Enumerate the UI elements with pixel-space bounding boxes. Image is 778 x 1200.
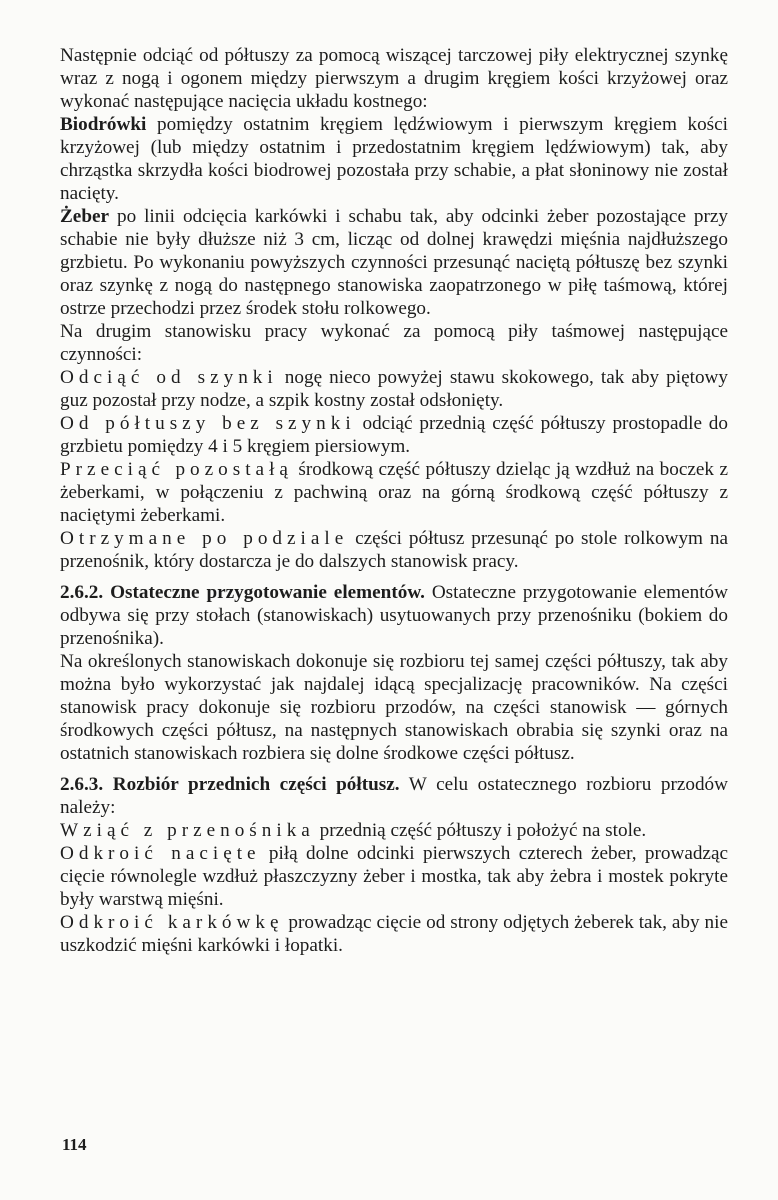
paragraph — [60, 527, 728, 573]
paragraph — [60, 458, 728, 527]
text-run: odciąć przednią część półtuszy prostopadle do grzbietu pomiędzy 4 i 5 kręgiem piersiowym. — [60, 413, 728, 457]
bold-text: Żeber — [60, 206, 110, 227]
spaced-text: Odciąć od szynki — [60, 367, 278, 388]
text-run: nogę nieco powyżej stawu skokowego, tak aby piętowy guz pozostał przy nodze, a szpik kostny został odsłonięty. — [60, 367, 728, 411]
paragraph — [60, 911, 728, 957]
text-run: piłą dolne odcinki pierwszych czterech żeber, prowadząc cięcie równolegle wzdłuż płaszczyzny żeber i mostka, tak aby żebra i mostek pokryte były warstwą mięśni. — [60, 843, 728, 910]
text-run: Na określonych stanowiskach dokonuje się rozbioru tej samej części półtuszy, tak aby można było wykorzystać jak najdalej idącą specjalizację pracowników. Na części stanowisk pracy dokonuje się rozbioru przodów, na części stanowisk — górnych środkowych części półtusz, na następnych stanowiskach obrabia się szynki oraz na ostatnich stanowiskach rozbiera się dolne środkowe części półtusz. — [60, 651, 728, 764]
bold-text: 2.6.2. Ostateczne przygotowanie elementów. — [60, 582, 425, 603]
paragraph — [60, 412, 728, 458]
text-run: Następnie odciąć od półtuszy za pomocą wiszącej tarczowej piły elektrycznej szynkę wraz z nogą i ogonem między pierwszym a drugim kręgiem kości krzyżowej oraz wykonać następujące nacięcia układu kostnego: — [60, 45, 728, 112]
page-text — [60, 44, 728, 957]
spaced-text: Od półtuszy bez szynki — [60, 413, 356, 434]
spaced-text: Odkroić nacięte — [60, 843, 261, 864]
text-run: W celu ostatecznego rozbioru przodów należy: — [60, 774, 728, 818]
spaced-text: Odkroić karkówkę — [60, 912, 284, 933]
text-run: Na drugim stanowisku pracy wykonać za pomocą piły taśmowej następujące czynności: — [60, 321, 728, 365]
paragraph — [60, 581, 728, 650]
paragraph — [60, 44, 728, 113]
text-run: pomiędzy ostatnim kręgiem lędźwiowym i pierwszym kręgiem kości krzyżowej (lub między ostatnim i przedostatnim kręgiem lędźwiowym) tak, aby chrząstka skrzydła kości biodrowej pozostała przy schabie, a płat słoninowy nie został nacięty. — [60, 114, 728, 204]
paragraph — [60, 113, 728, 205]
text-run: po linii odcięcia karkówki i schabu tak, aby odcinki żeber pozostające przy schabie nie były dłuższe niż 3 cm, licząc od dolnej krawędzi mięśnia najdłuższego grzbietu. Po wykonaniu powyższych czynności przesunąć naciętą półtuszę bez szynki oraz szynkę z nogą do następnego stanowiska zaopatrzonego w piłę taśmową, której ostrze przechodzi przez środek stołu rolkowego. — [60, 206, 728, 319]
text-run: Ostateczne przygotowanie elementów odbywa się przy stołach (stanowiskach) usytuowanych przy przenośniku (bokiem do przenośnika). — [60, 582, 728, 649]
paragraph — [60, 650, 728, 765]
text-run: prowadząc cięcie od strony odjętych żeberek tak, aby nie uszkodzić mięśni karkówki i łopatki. — [60, 912, 728, 956]
paragraph — [60, 819, 728, 842]
spaced-text: Wziąć z przenośnika — [60, 820, 315, 841]
paragraph — [60, 366, 728, 412]
spaced-text: Przeciąć pozostałą — [60, 459, 293, 480]
paragraph — [60, 320, 728, 366]
spaced-text: Otrzymane po podziale — [60, 528, 349, 549]
paragraph — [60, 773, 728, 819]
text-run: części półtusz przesunąć po stole rolkowym na przenośnik, który dostarcza je do dalszych stanowisk pracy. — [60, 528, 728, 572]
paragraph — [60, 205, 728, 320]
bold-text: 2.6.3. Rozbiór przednich części półtusz. — [60, 774, 400, 795]
text-run: środkową część półtuszy dzieląc ją wzdłuż na boczek z żeberkami, w połączeniu z pachwiną oraz na górną środkową część półtuszy z naciętymi żeberkami. — [60, 459, 728, 526]
bold-text: Biodrówki — [60, 114, 147, 135]
paragraph — [60, 842, 728, 911]
text-run: przednią część półtuszy i położyć na stole. — [314, 820, 647, 841]
page-number: 114 — [62, 1135, 87, 1154]
